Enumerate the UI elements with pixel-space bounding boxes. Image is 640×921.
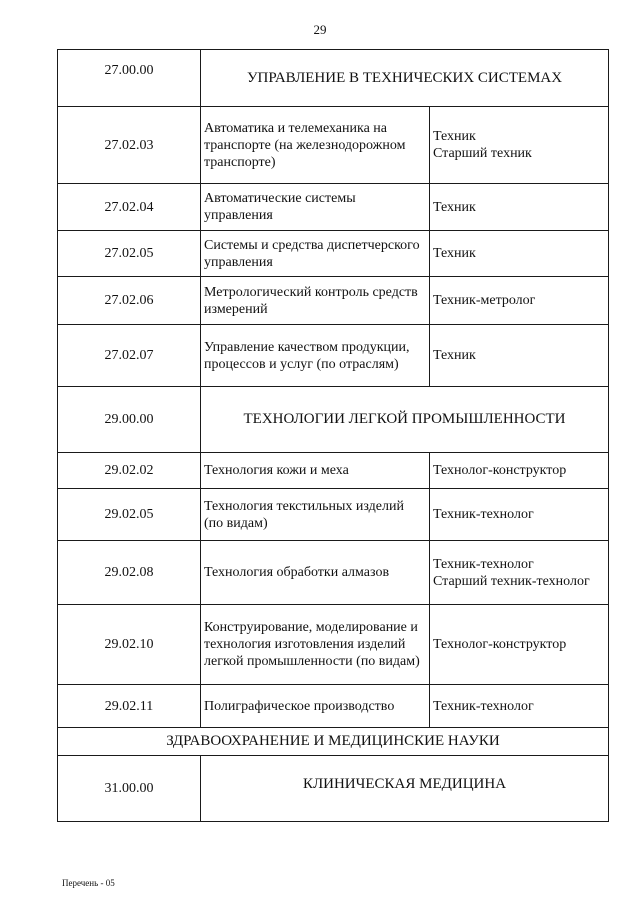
qualification	[430, 489, 609, 541]
qualification	[430, 685, 609, 728]
specialty-name: Конструирование, моделирование и технология изготовления изделий легкой промышленности (по видам)	[201, 605, 430, 685]
table-row	[58, 685, 609, 728]
qualification	[430, 277, 609, 325]
qualification-line: Техник	[433, 129, 476, 144]
specialty-name: Технология обработки алмазов	[201, 541, 430, 605]
specialty-name: Автоматические системы управления	[201, 184, 430, 231]
group-row	[58, 756, 609, 822]
table-row	[58, 605, 609, 685]
specialty-code: 29.02.11	[58, 685, 201, 728]
table-row	[58, 541, 609, 605]
specialty-code: 29.02.08	[58, 541, 201, 605]
qualification-line: Старший техник-технолог	[433, 574, 590, 589]
specialty-code: 27.02.05	[58, 231, 201, 277]
group-title: УПРАВЛЕНИЕ В ТЕХНИЧЕСКИХ СИСТЕМАХ	[201, 50, 609, 107]
qualification	[430, 231, 609, 277]
specialty-code: 29.02.05	[58, 489, 201, 541]
qualification	[430, 541, 609, 605]
group-code: 31.00.00	[58, 756, 201, 822]
table-row	[58, 489, 609, 541]
specialty-name: Автоматика и телемеханика на транспорте (на железнодорожном транспорте)	[201, 107, 430, 184]
table-row	[58, 453, 609, 489]
table-row	[58, 231, 609, 277]
table-row	[58, 107, 609, 184]
table-row	[58, 325, 609, 387]
section-title: ЗДРАВООХРАНЕНИЕ И МЕДИЦИНСКИЕ НАУКИ	[58, 728, 609, 756]
footer-label: Перечень - 05	[62, 878, 115, 888]
group-code: 29.00.00	[58, 387, 201, 453]
specialty-code: 27.02.04	[58, 184, 201, 231]
specialty-name: Технология кожи и меха	[201, 453, 430, 489]
page-number: 29	[313, 22, 327, 37]
specialty-code: 27.02.06	[58, 277, 201, 325]
specialty-code: 29.02.10	[58, 605, 201, 685]
qualification-line: Старший техник	[433, 146, 532, 161]
qualification	[430, 184, 609, 231]
group-row	[58, 387, 609, 453]
qualification	[430, 605, 609, 685]
qualification	[430, 453, 609, 489]
group-title: ТЕХНОЛОГИИ ЛЕГКОЙ ПРОМЫШЛЕННОСТИ	[201, 387, 609, 453]
table-row	[58, 184, 609, 231]
qualification-line: Техник	[433, 246, 476, 261]
qualification	[430, 107, 609, 184]
qualification-line: Техник	[433, 199, 476, 215]
specialty-name: Полиграфическое производство	[201, 685, 430, 728]
table-row	[58, 277, 609, 325]
specialties-table	[57, 49, 609, 822]
specialty-code: 27.02.07	[58, 325, 201, 387]
group-code: 27.00.00	[58, 50, 201, 107]
qualification-line: Техник	[433, 348, 476, 363]
qualification-line: Техник-технолог	[433, 557, 534, 572]
specialty-name: Технология текстильных изделий (по видам)	[201, 489, 430, 541]
qualification-line: Технолог-конструктор	[433, 637, 567, 652]
specialty-code: 27.02.03	[58, 107, 201, 184]
group-title: КЛИНИЧЕСКАЯ МЕДИЦИНА	[201, 756, 609, 822]
qualification	[430, 325, 609, 387]
group-row	[58, 50, 609, 107]
qualification-line: Технолог-конструктор	[433, 463, 567, 478]
section-row	[58, 728, 609, 756]
specialty-code: 29.02.02	[58, 453, 201, 489]
qualification-line: Техник-технолог	[433, 698, 534, 714]
specialty-name: Системы и средства диспетчерского управления	[201, 231, 430, 277]
specialty-name: Управление качеством продукции, процессов и услуг (по отраслям)	[201, 325, 430, 387]
qualification-line: Техник-технолог	[433, 507, 534, 522]
qualification-line: Техник-метролог	[433, 293, 536, 308]
specialty-name: Метрологический контроль средств измерений	[201, 277, 430, 325]
